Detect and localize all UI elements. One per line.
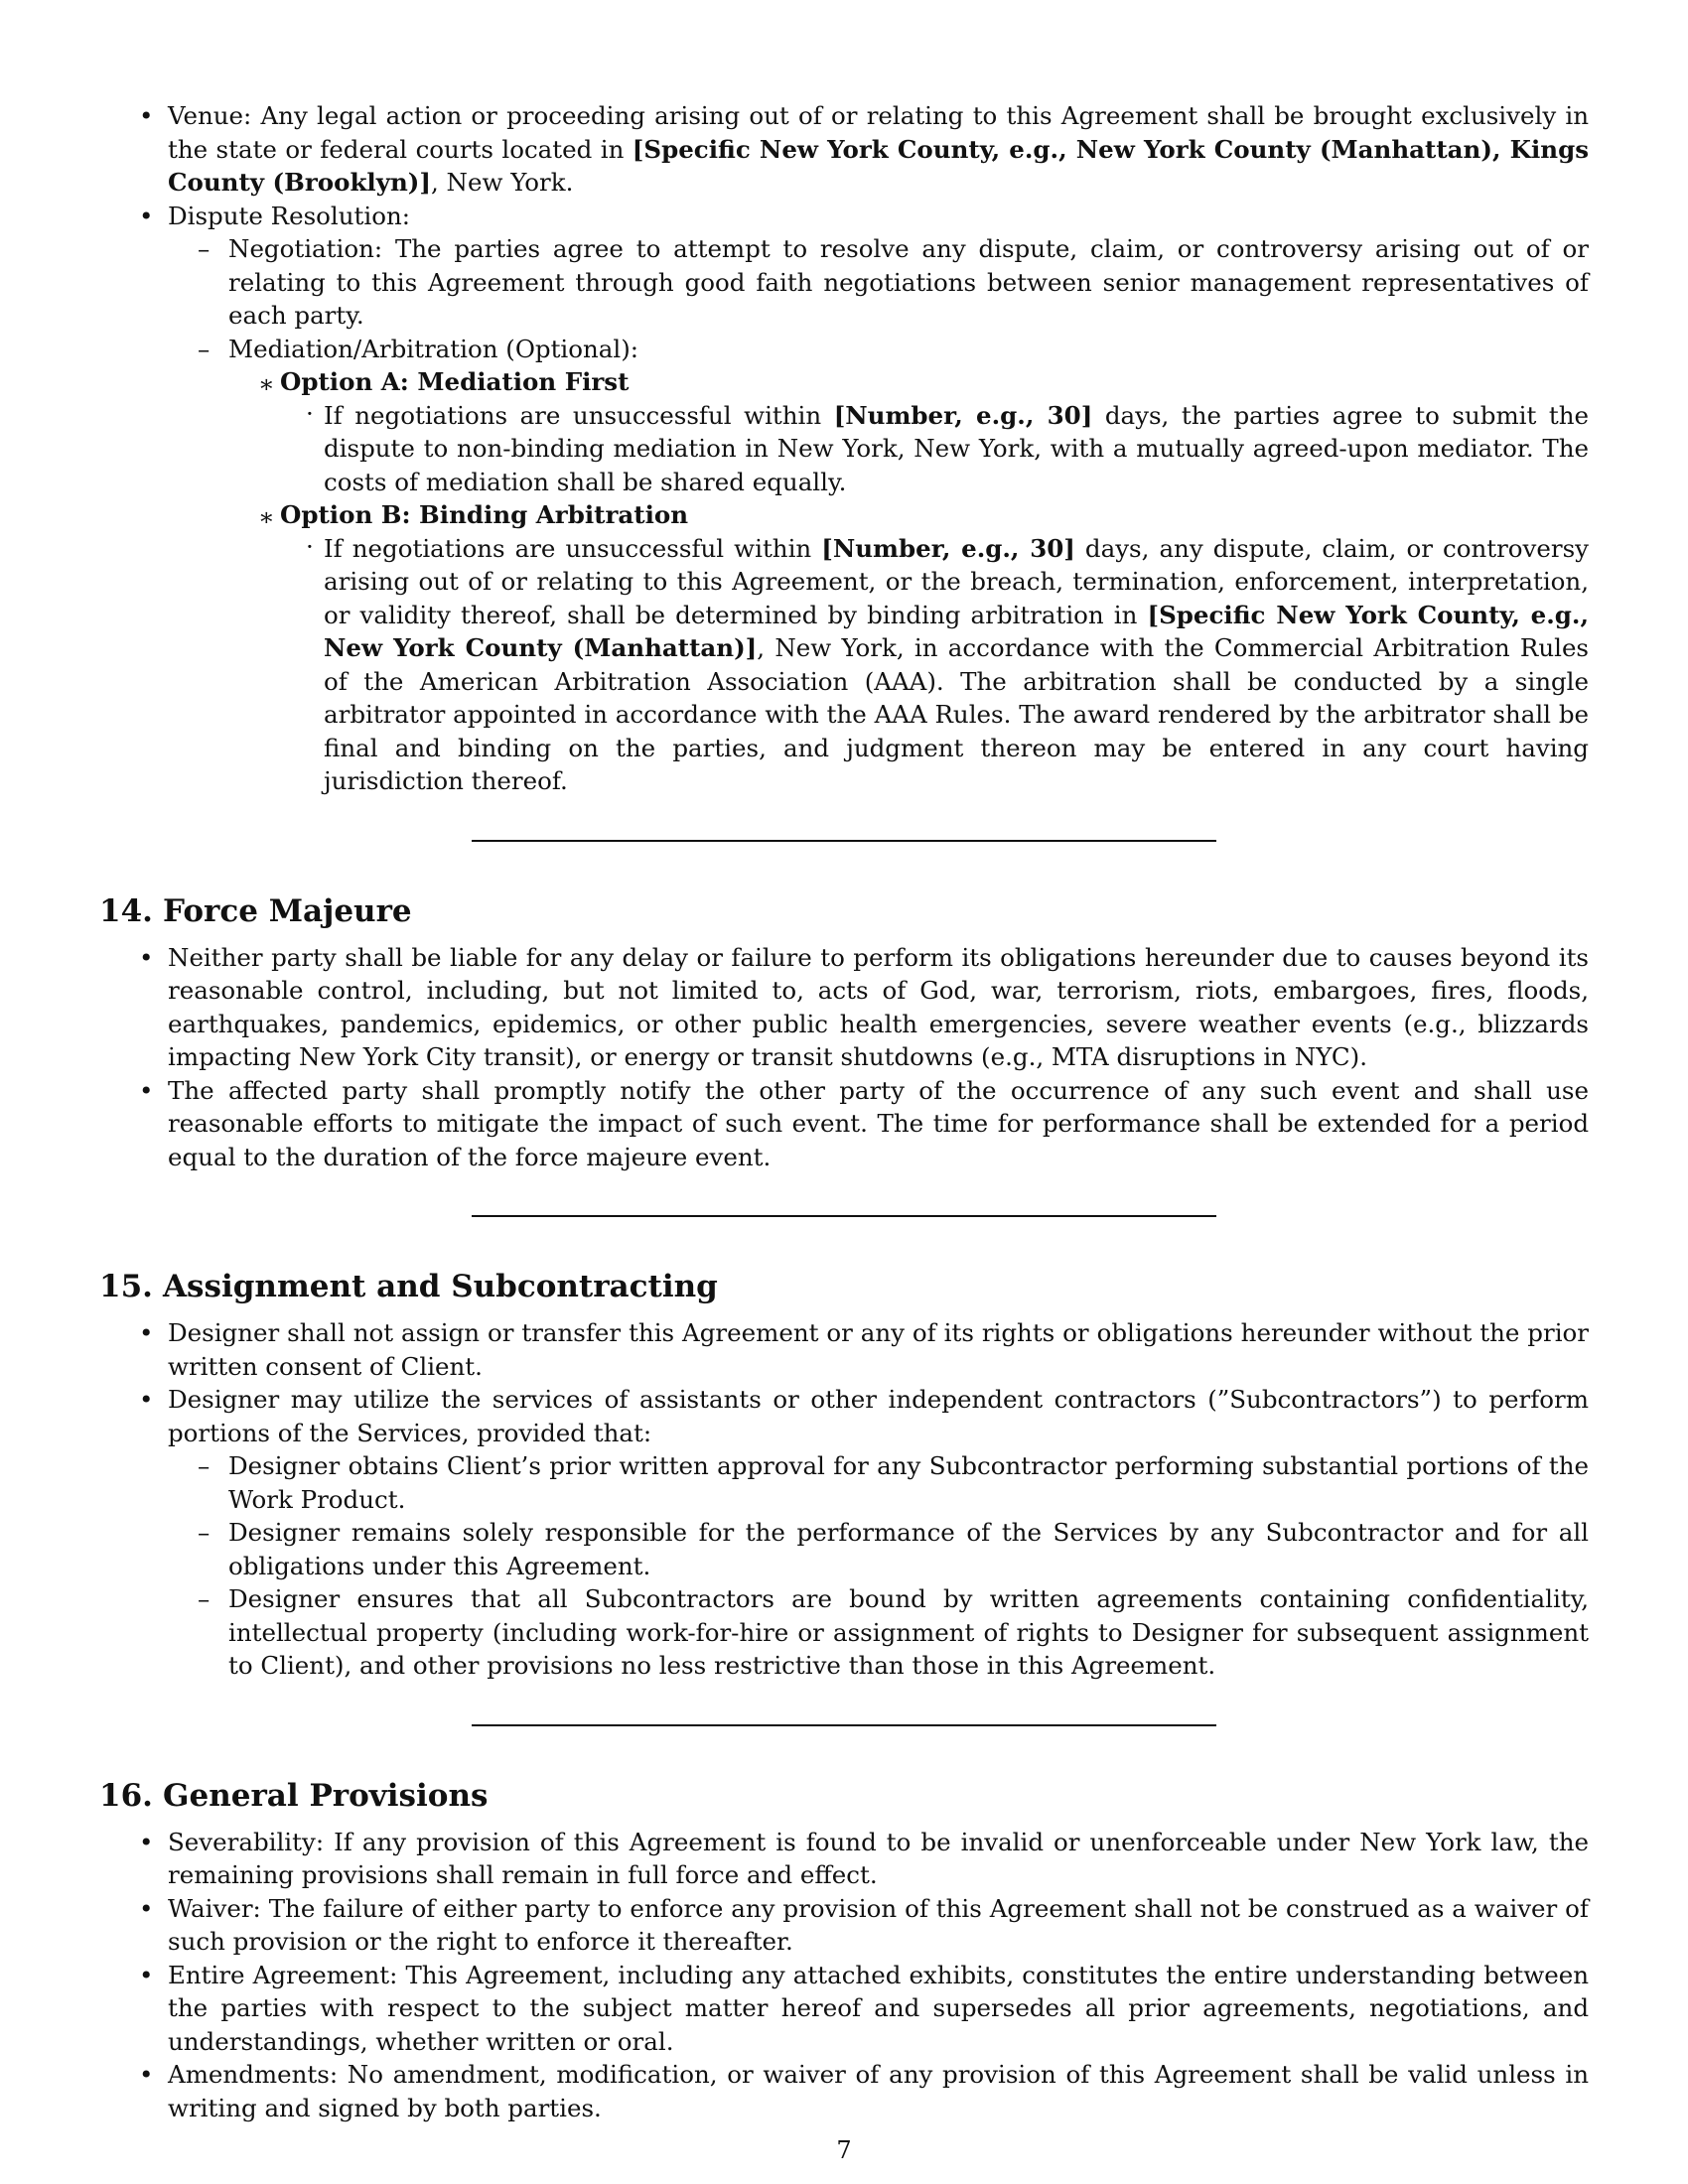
option-a-text-b: days, the parties agree to submit the dispute to non-binding mediation in New York, New York, with a mutually agreed-upon mediator. The costs of mediation shall be shared equally. (324, 400, 1589, 496)
mediation-arbitration-item (168, 333, 1589, 798)
asterisk-icon: ∗ (258, 369, 275, 398)
section-title: General Provisions (163, 1777, 489, 1814)
list-item-text: Neither party shall be liable for any delay or failure to perform its obligations hereunder due to causes beyond its reasonable control, including, but not limited to, acts of God, war, terrorism, riots, embargoes, fires, floods, earthquakes, pandemics, epidemics, or other public health emergencies, severe weather events (e.g., blizzards impacting New York City transit), or energy or transit shutdowns (e.g., MTA disruptions in NYC). (168, 942, 1589, 1071)
list-item (99, 1383, 1589, 1683)
section-divider (472, 1724, 1216, 1726)
dash-icon: – (198, 334, 211, 363)
dash-icon: – (198, 1451, 211, 1480)
mediation-arbitration-label: Mediation/Arbitration (Optional): (228, 334, 639, 363)
negotiation-label: Negotiation: (228, 234, 383, 263)
list-item-label: Waiver: (168, 1893, 261, 1923)
list-item (99, 1892, 1589, 1959)
section-heading-15 (99, 1267, 1589, 1306)
section-number: 14. (99, 892, 153, 929)
option-a-detail (280, 399, 1589, 499)
list-item (168, 1582, 1589, 1683)
list-item-label: Entire Agreement: (168, 1960, 398, 1989)
list-item-text: The failure of either party to enforce any provision of this Agreement shall not be construed as a waiver of such provision or the right to enforce it thereafter. (168, 1893, 1589, 1956)
option-a-title: Option A: Mediation First (280, 367, 630, 396)
section13-continuation-list (99, 99, 1589, 798)
list-item (99, 1826, 1589, 1892)
list-item-text: Designer remains solely responsible for the performance of the Services by any Subcontractor and for all obligations under this Agreement. (228, 1518, 1589, 1580)
dot-icon: · (306, 531, 314, 561)
list-item-label: Amendments: (168, 2060, 339, 2089)
bullet-icon: • (139, 201, 154, 230)
list-item-label: Severability: (168, 1827, 325, 1856)
option-b-detail-list (280, 532, 1589, 798)
section-title: Force Majeure (163, 892, 412, 929)
list-item (168, 1449, 1589, 1516)
list-item-text: If any provision of this Agreement is found to be invalid or unenforceable under New York law, the remaining provisions shall remain in full force and effect. (168, 1827, 1589, 1889)
bullet-icon: • (139, 942, 154, 972)
section-heading-14 (99, 891, 1589, 931)
option-a-text-a: If negotiations are unsuccessful within (324, 400, 834, 430)
list-item-text: Designer shall not assign or transfer this Agreement or any of its rights or obligations hereunder without the prior written consent of Client. (168, 1318, 1589, 1381)
option-b-text-b: days, any dispute, claim, or controversy arising out of or relating to this Agreement, or the breach, termination, enforcement, interpretation, or validity thereof, shall be determined by binding arbitration in (324, 533, 1589, 629)
dash-icon: – (198, 1584, 211, 1613)
venue-text-b: , New York. (430, 168, 574, 197)
document-page (0, 99, 1688, 2124)
bullet-icon: • (139, 1385, 154, 1414)
list-item-text: Designer ensures that all Subcontractors are bound by written agreements containing confidentiality, intellectual property (including work-for-hire or assignment of rights to Designer for subsequent assignment to Client), and other provisions no less restrictive than those in this Agreement. (228, 1584, 1589, 1680)
list-item-text: Designer obtains Client’s prior written approval for any Subcontractor performing substantial portions of the Work Product. (228, 1451, 1589, 1514)
section16-list (99, 1826, 1589, 2125)
section-number: 16. (99, 1777, 153, 1814)
section-divider (472, 1215, 1216, 1217)
bullet-icon: • (139, 1075, 154, 1105)
list-item (99, 1316, 1589, 1383)
section-title: Assignment and Subcontracting (163, 1269, 718, 1304)
dash-icon: – (198, 1518, 211, 1547)
option-b-text-c: , New York, in accordance with the Commercial Arbitration Rules of the American Arbitration Association (AAA). The arbitration shall be conducted by a single arbitrator appointed in accordance with the AAA Rules. The award rendered by the arbitrator shall be final and binding on the parties, and judgment thereon may be entered in any court having jurisdiction thereof. (324, 633, 1590, 795)
list-item (99, 1074, 1589, 1174)
section14-list (99, 941, 1589, 1174)
venue-item (99, 99, 1589, 200)
option-a-item (228, 365, 1589, 498)
negotiation-item (168, 232, 1589, 333)
option-b-placeholder-1: [Number, e.g., 30] (821, 533, 1075, 563)
option-b-title: Option B: Binding Arbitration (280, 500, 689, 529)
list-item-text: No amendment, modification, or waiver of any provision of this Agreement shall be valid unless in writing and signed by both parties. (168, 2060, 1589, 2122)
subcontractor-conditions-list (168, 1449, 1589, 1683)
option-a-detail-list (280, 399, 1589, 499)
bullet-icon: • (139, 1893, 154, 1923)
venue-text-a: Any legal action or proceeding arising out of or relating to this Agreement shall be brought exclusively in the state or federal courts located in (168, 101, 1589, 164)
bullet-icon: • (139, 101, 154, 130)
dash-icon: – (198, 234, 211, 263)
option-b-text-a: If negotiations are unsuccessful within (324, 533, 822, 563)
dispute-resolution-item (99, 200, 1589, 798)
list-item-text: The affected party shall promptly notify the other party of the occurrence of any such event and shall use reasonable efforts to mitigate the impact of such event. The time for performance shall be extended for a period equal to the duration of the force majeure event. (168, 1075, 1589, 1171)
venue-label: Venue: (168, 101, 252, 130)
dot-icon: · (306, 398, 314, 428)
asterisk-icon: ∗ (258, 502, 275, 531)
dispute-sublist (168, 232, 1589, 798)
option-b-detail (280, 532, 1589, 798)
list-item-text: Designer may utilize the services of assistants or other independent contractors (”Subcontractors”) to perform portions of the Services, provided that: (168, 1385, 1589, 1447)
page-number: 7 (836, 2136, 852, 2164)
negotiation-text: The parties agree to attempt to resolve any dispute, claim, or controversy arising out of or relating to this Agreement through good faith negotiations between senior management representatives of each party. (228, 234, 1589, 330)
options-list (228, 365, 1589, 798)
section-divider (472, 840, 1216, 842)
bullet-icon: • (139, 1960, 154, 1989)
list-item-text: This Agreement, including any attached exhibits, constitutes the entire understanding between the parties with respect to the subject matter hereof and supersedes all prior agreements, negotiations, and understandings, whether written or oral. (168, 1960, 1589, 2056)
dispute-resolution-label: Dispute Resolution: (168, 201, 410, 230)
list-item (168, 1516, 1589, 1582)
bullet-icon: • (139, 1318, 154, 1347)
option-a-placeholder: [Number, e.g., 30] (833, 400, 1093, 430)
option-b-placeholder-2: [Specific New York County, e.g., New York County (Manhattan)] (324, 600, 1589, 662)
list-item (99, 2058, 1589, 2124)
list-item (99, 1959, 1589, 2059)
venue-placeholder: [Specific New York County, e.g., New York County (Manhattan), Kings County (Brooklyn)] (168, 134, 1589, 197)
bullet-icon: • (139, 1827, 154, 1856)
list-item (99, 941, 1589, 1074)
document-content (99, 99, 1589, 2124)
bullet-icon: • (139, 2060, 154, 2089)
section15-list (99, 1316, 1589, 1683)
option-b-item (228, 498, 1589, 798)
section-heading-16 (99, 1776, 1589, 1816)
section-number: 15. (99, 1269, 153, 1304)
